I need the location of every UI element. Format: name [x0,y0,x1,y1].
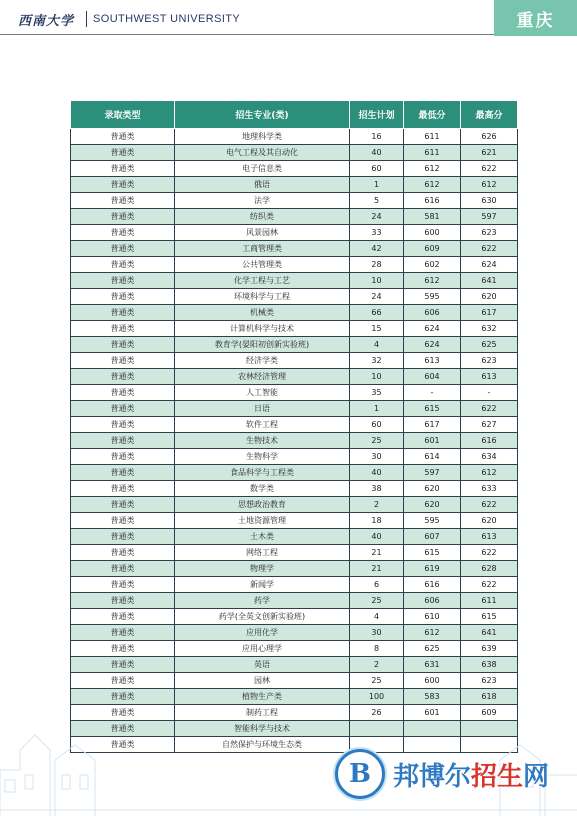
admission-type-cell: 普通类 [71,497,175,513]
table-header-row [71,101,518,129]
max-score-cell: 623 [461,353,518,369]
min-score-cell: 617 [404,417,461,433]
major-cell: 法学 [175,193,350,209]
admission-type-cell: 普通类 [71,305,175,321]
table-row [71,369,518,385]
max-score-cell: 620 [461,513,518,529]
plan-cell: 35 [350,385,404,401]
min-score-cell: 624 [404,337,461,353]
watermark-text-part2: 招生 [471,761,524,792]
page-header [0,0,577,36]
university-logo-cn: 西南大学 [18,14,75,29]
min-score-cell: 601 [404,705,461,721]
plan-cell: 21 [350,545,404,561]
admission-type-cell: 普通类 [71,545,175,561]
table-row [71,721,518,737]
min-score-cell: 609 [404,241,461,257]
min-score-cell: 624 [404,321,461,337]
min-score-cell: 602 [404,257,461,273]
plan-cell: 66 [350,305,404,321]
admission-type-cell: 普通类 [71,145,175,161]
admission-type-cell: 普通类 [71,321,175,337]
max-score-cell: 611 [461,593,518,609]
min-score-cell: 597 [404,465,461,481]
major-cell: 药学 [175,593,350,609]
major-cell: 纺织类 [175,209,350,225]
admission-type-cell: 普通类 [71,289,175,305]
admission-type-cell: 普通类 [71,193,175,209]
major-cell: 工商管理类 [175,241,350,257]
major-cell: 网络工程 [175,545,350,561]
major-cell: 英语 [175,657,350,673]
max-score-cell: 622 [461,241,518,257]
admission-type-cell: 普通类 [71,337,175,353]
table-row [71,177,518,193]
max-score-cell: 641 [461,273,518,289]
major-cell: 电气工程及其自动化 [175,145,350,161]
table-row [71,497,518,513]
major-cell: 思想政治教育 [175,497,350,513]
max-score-cell: 618 [461,689,518,705]
university-logo-en: SOUTHWEST UNIVERSITY [93,13,241,25]
plan-cell: 30 [350,625,404,641]
min-score-cell: 604 [404,369,461,385]
max-score-cell: 641 [461,625,518,641]
min-score-cell: 583 [404,689,461,705]
plan-cell: 4 [350,609,404,625]
admission-type-cell: 普通类 [71,161,175,177]
plan-cell: 2 [350,657,404,673]
max-score-cell: 639 [461,641,518,657]
table-row [71,577,518,593]
admission-type-cell: 普通类 [71,737,175,753]
admission-table-container [70,100,517,753]
table-row [71,273,518,289]
max-score-cell: 622 [461,161,518,177]
major-cell: 土木类 [175,529,350,545]
plan-cell: 2 [350,497,404,513]
major-cell: 生物技术 [175,433,350,449]
min-score-cell: 614 [404,449,461,465]
major-cell: 土地资源管理 [175,513,350,529]
admission-type-cell: 普通类 [71,385,175,401]
table-row [71,465,518,481]
plan-cell: 30 [350,449,404,465]
max-score-cell: 615 [461,609,518,625]
table-row [71,305,518,321]
plan-cell: 26 [350,705,404,721]
plan-cell: 1 [350,401,404,417]
min-score-cell: 611 [404,129,461,145]
min-score-cell: 581 [404,209,461,225]
table-row [71,193,518,209]
plan-cell [350,721,404,737]
admission-type-cell: 普通类 [71,657,175,673]
max-score-cell: 612 [461,465,518,481]
admission-type-cell: 普通类 [71,257,175,273]
major-cell: 风景园林 [175,225,350,241]
max-score-cell: 638 [461,657,518,673]
admission-type-cell: 普通类 [71,641,175,657]
admission-type-cell: 普通类 [71,561,175,577]
plan-cell: 4 [350,337,404,353]
admission-type-cell: 普通类 [71,369,175,385]
plan-cell: 38 [350,481,404,497]
admission-type-cell: 普通类 [71,273,175,289]
major-cell: 自然保护与环境生态类 [175,737,350,753]
major-cell: 地理科学类 [175,129,350,145]
admission-type-cell: 普通类 [71,417,175,433]
min-score-cell: 612 [404,273,461,289]
max-score-cell: 622 [461,545,518,561]
max-score-cell: 621 [461,145,518,161]
watermark-text-part3: 网 [523,761,550,792]
plan-cell: 60 [350,417,404,433]
major-cell: 教育学(晏阳初创新实验班) [175,337,350,353]
major-cell: 机械类 [175,305,350,321]
plan-cell: 8 [350,641,404,657]
plan-cell: 42 [350,241,404,257]
plan-cell: 18 [350,513,404,529]
plan-cell: 40 [350,465,404,481]
plan-cell: 25 [350,593,404,609]
major-cell: 智能科学与技术 [175,721,350,737]
table-row [71,529,518,545]
table-row [71,337,518,353]
max-score-cell: 612 [461,177,518,193]
min-score-cell: 615 [404,545,461,561]
table-row [71,705,518,721]
major-cell: 日语 [175,401,350,417]
max-score-cell: 616 [461,433,518,449]
plan-cell: 32 [350,353,404,369]
max-score-cell: 632 [461,321,518,337]
major-cell: 食品科学与工程类 [175,465,350,481]
admission-type-cell: 普通类 [71,401,175,417]
plan-cell: 1 [350,177,404,193]
max-score-cell: 633 [461,481,518,497]
table-row [71,209,518,225]
max-score-cell: 622 [461,401,518,417]
max-score-cell: 613 [461,369,518,385]
min-score-cell: 600 [404,225,461,241]
city-tab: 重庆 [494,0,577,36]
admission-type-cell: 普通类 [71,353,175,369]
min-score-cell: 595 [404,513,461,529]
major-cell: 化学工程与工艺 [175,273,350,289]
plan-cell: 24 [350,289,404,305]
min-score-cell: 616 [404,193,461,209]
admission-type-cell: 普通类 [71,673,175,689]
major-cell: 环境科学与工程 [175,289,350,305]
admission-type-cell: 普通类 [71,449,175,465]
table-row [71,561,518,577]
table-row [71,657,518,673]
min-score-cell: 616 [404,577,461,593]
major-cell: 电子信息类 [175,161,350,177]
table-row [71,433,518,449]
min-score-cell: 631 [404,657,461,673]
min-score-cell: 607 [404,529,461,545]
plan-cell: 25 [350,673,404,689]
admission-type-cell: 普通类 [71,705,175,721]
col-header-plan: 招生计划 [350,101,404,129]
plan-cell: 28 [350,257,404,273]
plan-cell: 10 [350,273,404,289]
min-score-cell: 611 [404,145,461,161]
table-row [71,545,518,561]
min-score-cell: 625 [404,641,461,657]
max-score-cell: 609 [461,705,518,721]
plan-cell: 60 [350,161,404,177]
max-score-cell: 623 [461,673,518,689]
col-header-admission-type: 录取类型 [71,101,175,129]
major-cell: 应用化学 [175,625,350,641]
table-row [71,689,518,705]
plan-cell: 33 [350,225,404,241]
admission-type-cell: 普通类 [71,625,175,641]
major-cell: 园林 [175,673,350,689]
admission-type-cell: 普通类 [71,465,175,481]
min-score-cell: 610 [404,609,461,625]
max-score-cell: 625 [461,337,518,353]
max-score-cell: 620 [461,289,518,305]
admission-type-cell: 普通类 [71,689,175,705]
major-cell: 新闻学 [175,577,350,593]
table-row [71,257,518,273]
table-row [71,385,518,401]
admission-type-cell: 普通类 [71,593,175,609]
min-score-cell: 595 [404,289,461,305]
plan-cell: 5 [350,193,404,209]
admission-type-cell: 普通类 [71,225,175,241]
plan-cell: 16 [350,129,404,145]
admission-type-cell: 普通类 [71,177,175,193]
max-score-cell: 630 [461,193,518,209]
max-score-cell: 634 [461,449,518,465]
table-row [71,353,518,369]
table-row [71,241,518,257]
major-cell: 计算机科学与技术 [175,321,350,337]
table-row [71,401,518,417]
admission-table [70,100,518,753]
major-cell: 药学(全英文创新实验班) [175,609,350,625]
plan-cell: 24 [350,209,404,225]
min-score-cell: 601 [404,433,461,449]
plan-cell: 40 [350,145,404,161]
major-cell: 经济学类 [175,353,350,369]
table-row [71,321,518,337]
major-cell: 公共管理类 [175,257,350,273]
major-cell: 应用心理学 [175,641,350,657]
min-score-cell: 612 [404,161,461,177]
site-watermark [335,746,567,802]
max-score-cell: 617 [461,305,518,321]
admission-type-cell: 普通类 [71,529,175,545]
min-score-cell: - [404,385,461,401]
table-row [71,593,518,609]
major-cell: 数学类 [175,481,350,497]
max-score-cell: 622 [461,497,518,513]
major-cell: 软件工程 [175,417,350,433]
max-score-cell: 628 [461,561,518,577]
max-score-cell: 613 [461,529,518,545]
watermark-text-part1: 邦博尔 [393,761,472,792]
table-row [71,161,518,177]
major-cell: 俄语 [175,177,350,193]
max-score-cell [461,721,518,737]
table-row [71,449,518,465]
plan-cell: 25 [350,433,404,449]
max-score-cell: 622 [461,577,518,593]
table-row [71,481,518,497]
col-header-major: 招生专业(类) [175,101,350,129]
plan-cell: 100 [350,689,404,705]
major-cell: 人工智能 [175,385,350,401]
admission-type-cell: 普通类 [71,577,175,593]
table-row [71,673,518,689]
header-rule [0,34,494,35]
table-row [71,513,518,529]
min-score-cell: 619 [404,561,461,577]
min-score-cell: 615 [404,401,461,417]
admission-type-cell: 普通类 [71,129,175,145]
min-score-cell: 613 [404,353,461,369]
max-score-cell: 597 [461,209,518,225]
major-cell: 制药工程 [175,705,350,721]
major-cell: 物理学 [175,561,350,577]
admission-type-cell: 普通类 [71,209,175,225]
plan-cell: 21 [350,561,404,577]
admission-type-cell: 普通类 [71,513,175,529]
table-row [71,289,518,305]
table-row [71,145,518,161]
plan-cell: 6 [350,577,404,593]
min-score-cell: 600 [404,673,461,689]
min-score-cell: 620 [404,497,461,513]
plan-cell: 15 [350,321,404,337]
logo-divider [86,11,87,27]
major-cell: 植物生产类 [175,689,350,705]
min-score-cell: 606 [404,593,461,609]
admission-type-cell: 普通类 [71,241,175,257]
watermark-text [393,756,549,793]
plan-cell: 40 [350,529,404,545]
min-score-cell: 612 [404,177,461,193]
min-score-cell: 620 [404,481,461,497]
max-score-cell: 624 [461,257,518,273]
min-score-cell: 612 [404,625,461,641]
admission-type-cell: 普通类 [71,609,175,625]
max-score-cell: - [461,385,518,401]
min-score-cell: 606 [404,305,461,321]
max-score-cell: 623 [461,225,518,241]
table-row [71,417,518,433]
table-row [71,129,518,145]
admission-type-cell: 普通类 [71,433,175,449]
table-row [71,225,518,241]
table-row [71,625,518,641]
admission-type-cell: 普通类 [71,481,175,497]
col-header-max-score: 最高分 [461,101,518,129]
table-row [71,641,518,657]
table-row [71,609,518,625]
admission-type-cell: 普通类 [71,721,175,737]
major-cell: 生物科学 [175,449,350,465]
max-score-cell: 627 [461,417,518,433]
plan-cell: 10 [350,369,404,385]
col-header-min-score: 最低分 [404,101,461,129]
min-score-cell [404,721,461,737]
major-cell: 农林经济管理 [175,369,350,385]
watermark-logo-icon: B [335,749,385,799]
max-score-cell: 626 [461,129,518,145]
